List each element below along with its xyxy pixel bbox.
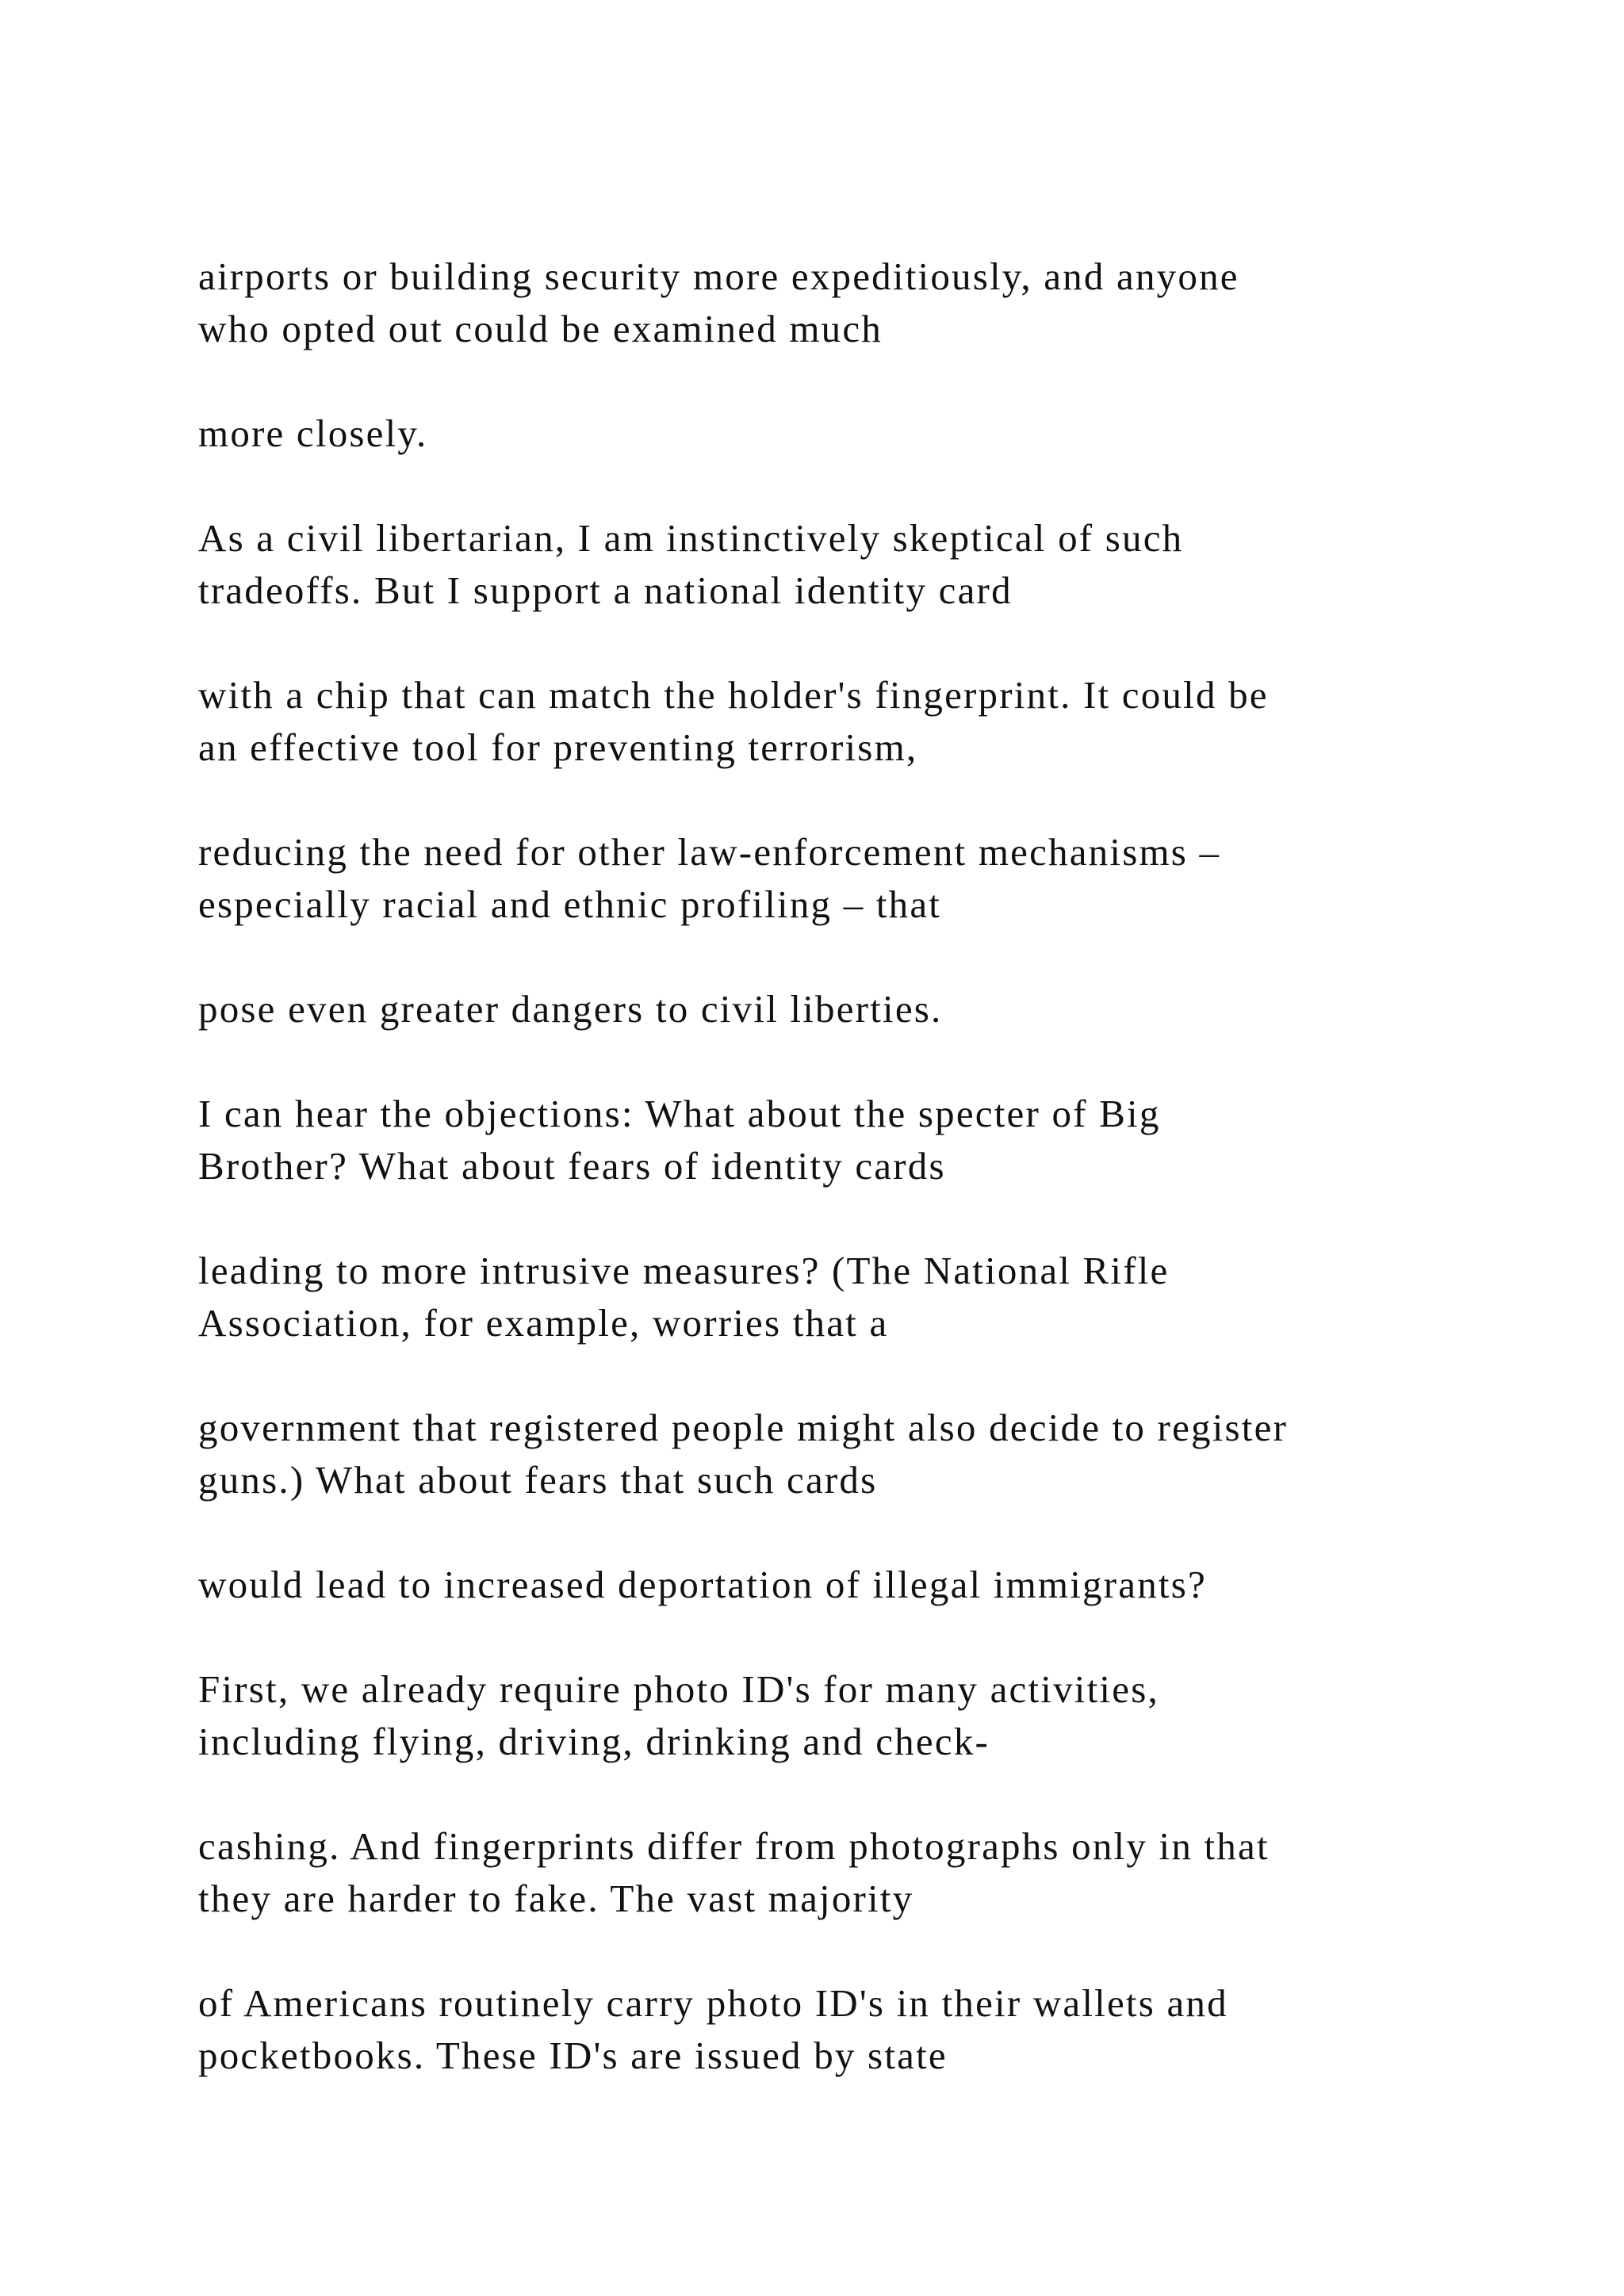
paragraph-10 (198, 1559, 1483, 1611)
paragraph-12 (198, 1820, 1483, 1925)
text-line: As a civil libertarian, I am instinctively skeptical of such (198, 516, 1184, 560)
text-line: leading to more intrusive measures? (The National Rifle (198, 1249, 1170, 1292)
text-line: they are harder to fake. The vast majority (198, 1877, 914, 1920)
body-text (198, 251, 1483, 2134)
text-line: I can hear the objections: What about the specter of Big (198, 1092, 1161, 1135)
paragraph-2 (198, 408, 1483, 460)
text-line: of Americans routinely carry photo ID's in their wallets and (198, 1981, 1228, 2025)
text-line: pocketbooks. These ID's are issued by state (198, 2034, 948, 2077)
text-line: Association, for example, worries that a (198, 1301, 889, 1345)
text-line: guns.) What about fears that such cards (198, 1458, 878, 1502)
paragraph-9 (198, 1402, 1483, 1506)
paragraph-13 (198, 1977, 1483, 2082)
paragraph-3 (198, 512, 1483, 617)
paragraph-5 (198, 826, 1483, 931)
paragraph-1 (198, 251, 1483, 355)
text-line: reducing the need for other law-enforcement mechanisms – (198, 830, 1221, 874)
paragraph-11 (198, 1663, 1483, 1768)
text-line: an effective tool for preventing terrorism, (198, 725, 918, 769)
text-line: pose even greater dangers to civil liberties. (198, 987, 943, 1031)
text-line: airports or building security more expeditiously, and anyone (198, 254, 1239, 298)
text-line: cashing. And fingerprints differ from photographs only in that (198, 1824, 1270, 1868)
text-line: Brother? What about fears of identity cards (198, 1144, 946, 1188)
text-line: tradeoffs. But I support a national identity card (198, 568, 1013, 612)
paragraph-6 (198, 983, 1483, 1035)
text-line: especially racial and ethnic profiling – that (198, 882, 942, 926)
text-line: with a chip that can match the holder's fingerprint. It could be (198, 673, 1269, 717)
text-line: would lead to increased deportation of illegal immigrants? (198, 1563, 1207, 1606)
paragraph-7 (198, 1088, 1483, 1192)
text-line: First, we already require photo ID's for many activities, (198, 1667, 1159, 1711)
text-line: more closely. (198, 411, 428, 455)
paragraph-8 (198, 1245, 1483, 1349)
text-line: government that registered people might also decide to register (198, 1406, 1289, 1449)
text-line: including flying, driving, drinking and check- (198, 1720, 990, 1763)
text-line: who opted out could be examined much (198, 307, 883, 350)
paragraph-4 (198, 669, 1483, 774)
